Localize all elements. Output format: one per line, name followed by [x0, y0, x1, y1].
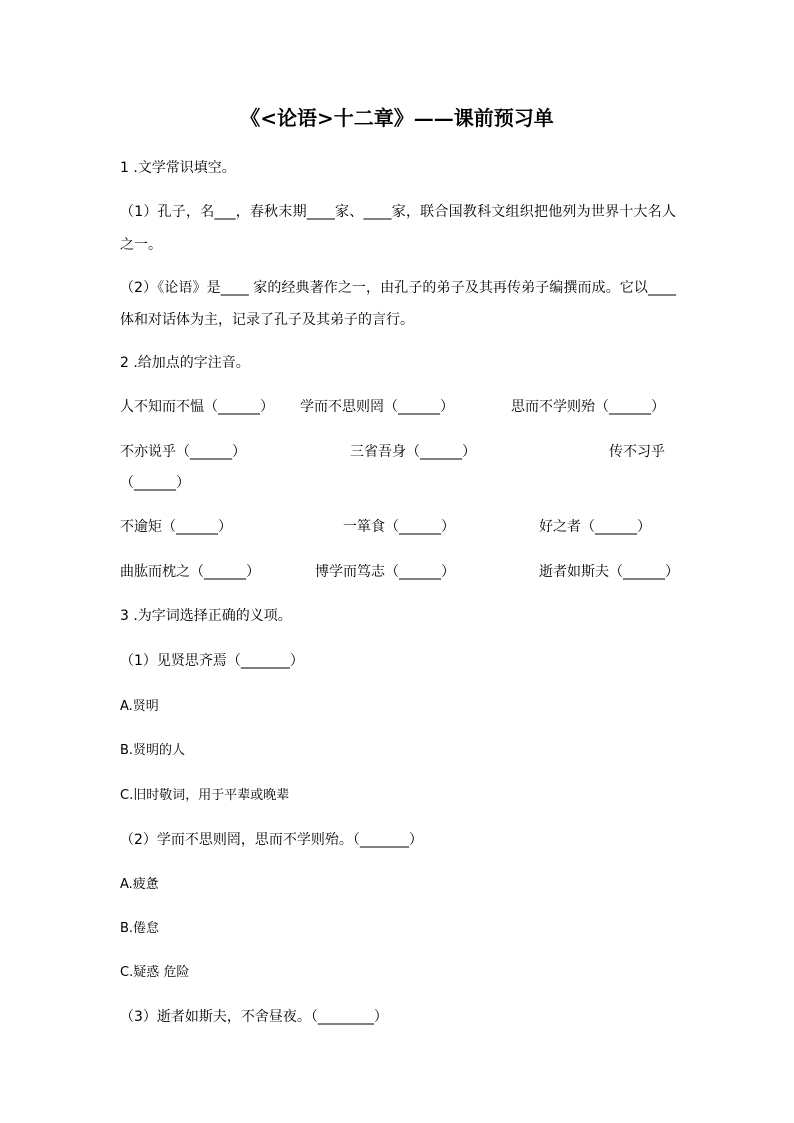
pinyin-item: 思而不学则殆（______）: [511, 399, 665, 415]
option-b: B.倦怠: [120, 921, 160, 936]
option-c: C.疑惑 危险: [120, 965, 190, 980]
pinyin-item: 博学而笃志（______）: [315, 564, 455, 580]
pinyin-item: 学而不思则罔（______）: [300, 399, 454, 415]
question-1-part-1: （1）孔子，名___，春秋末期____家、____家，联合国教科文组织把他列为世界十大名人之一。: [120, 204, 676, 253]
pinyin-item: 好之者（______）: [539, 519, 651, 535]
option-a: A.贤明: [120, 699, 159, 714]
question-1-part-2: （2）《论语》是____ 家的经典著作之一，由孔子的弟子及其再传弟子编撰而成。它以____体和对话体为主，记录了孔子及其弟子的言行。: [120, 280, 676, 328]
question-1-heading: 1 .文学常识填空。: [120, 160, 236, 176]
pinyin-item: 三省吾身（______）: [350, 444, 476, 460]
option-c: C.旧时敬词，用于平辈或晚辈: [120, 788, 290, 803]
pinyin-item: 不逾矩（______）: [120, 519, 232, 535]
option-a: A.疲惫: [120, 877, 159, 892]
pinyin-item: 曲肱而枕之（______）: [120, 564, 260, 580]
page-title: 《<论语>十二章》——课前预习单: [240, 106, 554, 130]
question-3-sub-2-stem: （2）学而不思则罔，思而不学则殆。（_______）: [120, 832, 423, 848]
option-b: B.贤明的人: [120, 743, 186, 758]
question-2-heading: 2 .给加点的字注音。: [120, 355, 250, 371]
pinyin-item: 逝者如斯夫（______）: [539, 564, 679, 580]
pinyin-item-continued: （______）: [120, 475, 190, 491]
pinyin-item: 不亦说乎（______）: [120, 444, 246, 460]
question-3-sub-1-stem: （1）见贤思齐焉（_______）: [120, 653, 304, 669]
pinyin-item: 传不习乎: [609, 444, 665, 460]
pinyin-item: 人不知而不愠（______）: [120, 399, 274, 415]
pinyin-item: 一箪食（______）: [343, 519, 455, 535]
question-3-sub-3-stem: （3）逝者如斯夫，不舍昼夜。（________）: [120, 1009, 388, 1025]
question-3-heading: 3 .为字词选择正确的义项。: [120, 608, 292, 624]
